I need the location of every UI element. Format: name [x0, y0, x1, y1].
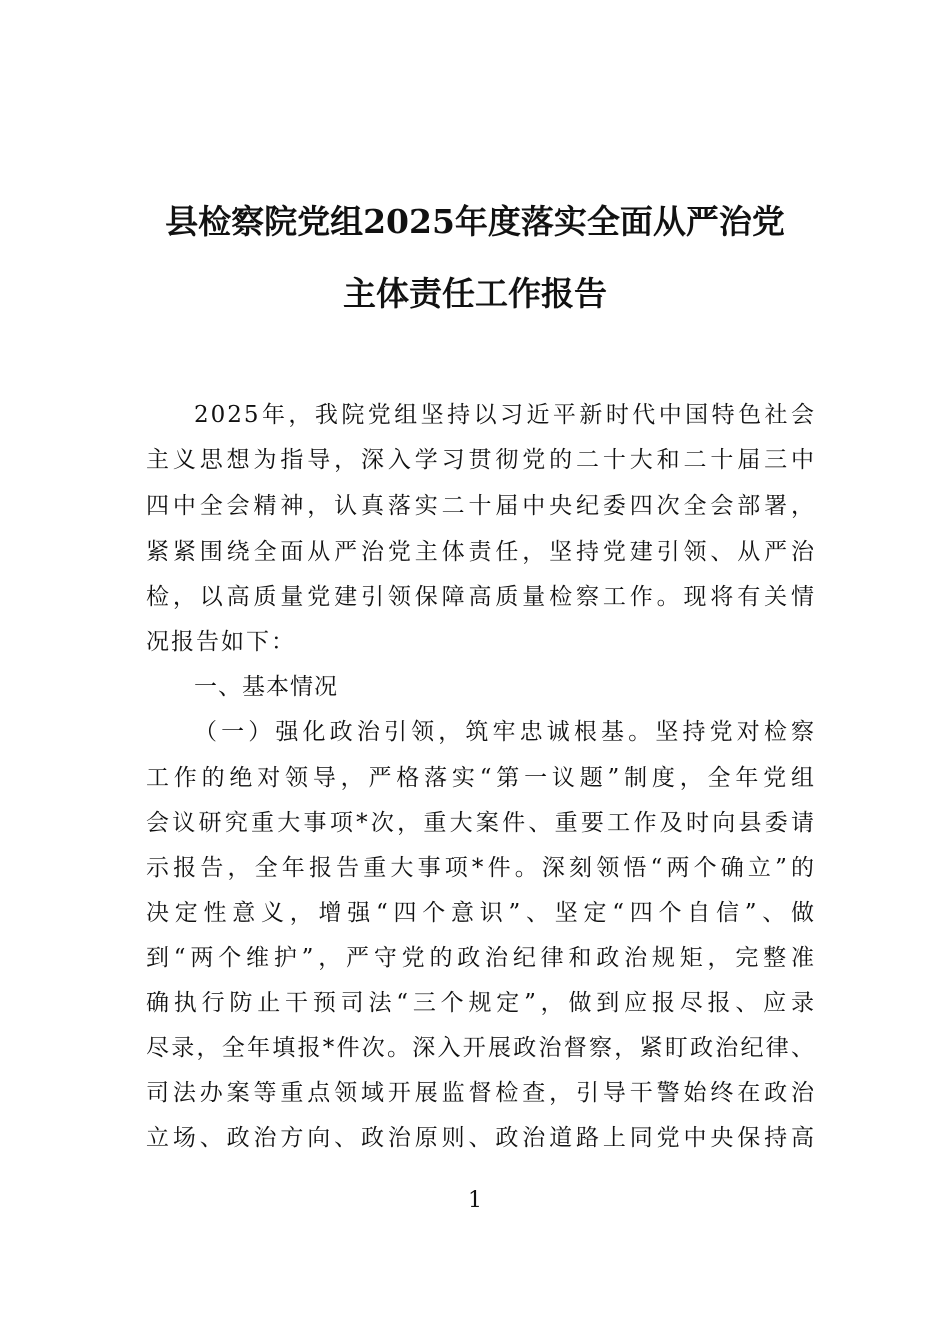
subsection-paragraph-line: 会议研究重大事项*次，重大案件、重要工作及时向县委请 — [146, 810, 816, 836]
subsection-paragraph-line: 到“两个维护”，严守党的政治纪律和政治规矩，完整准 — [146, 945, 816, 971]
subsection-paragraph-line: 尽录，全年填报*件次。深入开展政治督察，紧盯政治纪律、 — [146, 1035, 816, 1061]
subsection-paragraph-line: （一）强化政治引领，筑牢忠诚根基。坚持党对检察 — [194, 719, 816, 745]
intro-paragraph-line: 2025年，我院党组坚持以习近平新时代中国特色社会 — [194, 402, 816, 428]
page-number: 1 — [468, 1188, 482, 1213]
document-title-line-1: 县检察院党组2025年度落实全面从严治党 — [165, 202, 785, 241]
subsection-paragraph-line: 示报告，全年报告重大事项*件。深刻领悟“两个确立”的 — [146, 855, 816, 881]
subsection-paragraph-line: 司法办案等重点领域开展监督检查，引导干警始终在政治 — [146, 1080, 816, 1106]
subsection-paragraph-line: 决定性意义，增强“四个意识”、坚定“四个自信”、做 — [146, 900, 816, 926]
subsection-paragraph-line: 立场、政治方向、政治原则、政治道路上同党中央保持高 — [146, 1125, 816, 1151]
subsection-paragraph-line: 工作的绝对领导，严格落实“第一议题”制度，全年党组 — [146, 765, 816, 791]
intro-paragraph-line: 四中全会精神，认真落实二十届中央纪委四次全会部署， — [146, 493, 816, 519]
intro-paragraph-line: 主义思想为指导，深入学习贯彻党的二十大和二十届三中 — [146, 447, 816, 473]
intro-paragraph-line: 检，以高质量党建引领保障高质量检察工作。现将有关情 — [146, 584, 816, 610]
section-heading: 一、基本情况 — [194, 674, 338, 700]
intro-paragraph-line: 况报告如下： — [146, 629, 296, 655]
intro-paragraph-line: 紧紧围绕全面从严治党主体责任，坚持党建引领、从严治 — [146, 539, 816, 565]
document-title-line-2: 主体责任工作报告 — [343, 274, 607, 313]
subsection-paragraph-line: 确执行防止干预司法“三个规定”，做到应报尽报、应录 — [146, 990, 816, 1016]
